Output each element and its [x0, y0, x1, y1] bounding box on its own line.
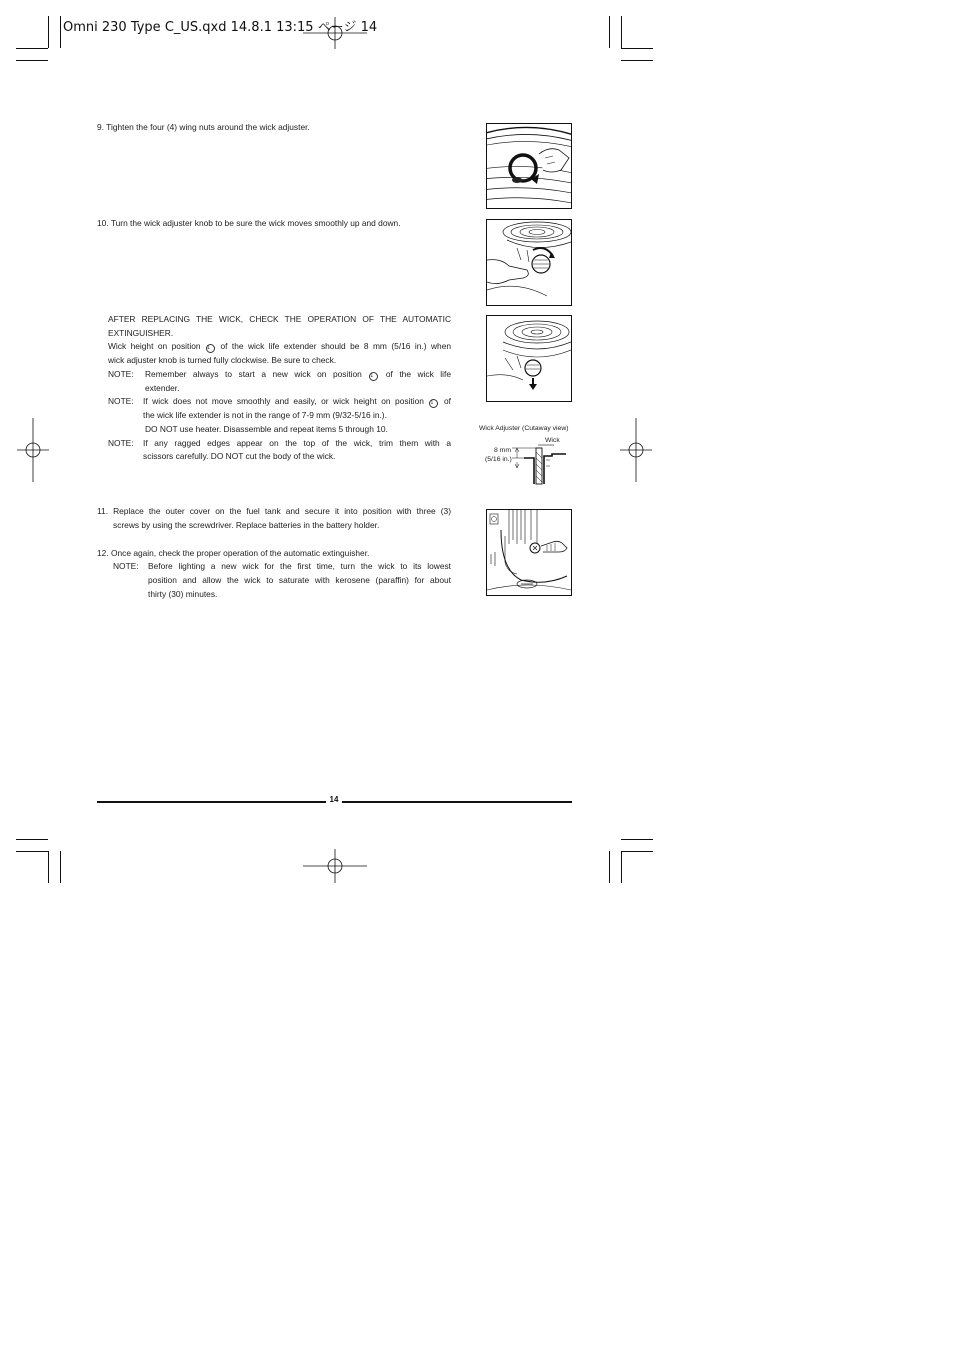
- note-1-line-1: Remember always to start a new wick on position 1 of the wick life: [145, 369, 451, 379]
- note-1-line-2: extender.: [145, 383, 180, 393]
- note-label: NOTE:: [113, 561, 139, 571]
- outer-cover-illustration: [486, 509, 572, 596]
- step-12-text: 12. Once again, check the proper operation of the automatic extinguisher.: [97, 548, 370, 558]
- step-11-line-2: screws by using the screwdriver. Replace batteries in the battery holder.: [113, 520, 380, 530]
- registration-mark-icon: [620, 418, 652, 482]
- note-4-line-2: position and allow the wick to saturate with kerosene (paraffin) for about: [148, 575, 451, 585]
- caution-line-3: Wick height on position 1 of the wick life extender should be 8 mm (5/16 in.) when: [108, 341, 452, 351]
- note-3-line-2: scissors carefully. DO NOT cut the body of the wick.: [143, 451, 336, 461]
- note-label: NOTE:: [108, 438, 134, 448]
- note-2-line-3: DO NOT use heater. Disassemble and repeat items 5 through 10.: [145, 424, 388, 434]
- note-label: NOTE:: [108, 396, 134, 406]
- file-label: Omni 230 Type C_US.qxd 14.8.1 13:15 ページ 14: [63, 20, 378, 35]
- page-number: 14: [329, 795, 339, 804]
- height-in-label: (5/16 in.): [485, 456, 512, 463]
- caution-line-2: EXTINGUISHER.: [108, 328, 174, 338]
- adjuster-knob-illustration: [486, 219, 572, 306]
- caution-line-1: AFTER REPLACING THE WICK, CHECK THE OPERATION OF THE AUTOMATIC: [108, 314, 451, 324]
- wing-nut-illustration: [486, 123, 572, 209]
- step-11-line-1: 11. Replace the outer cover on the fuel tank and secure it into position with three (3): [97, 506, 451, 516]
- registration-mark-icon: [303, 849, 367, 883]
- wick-cutaway-diagram: [510, 436, 570, 486]
- position-1-circle: 1: [369, 372, 378, 381]
- note-2-line-1: If wick does not move smoothly and easily, or wick height on position 1 of: [143, 396, 451, 406]
- position-1-circle: 1: [206, 344, 215, 353]
- footer-rule-right: [342, 801, 572, 803]
- note-label: NOTE:: [108, 369, 134, 379]
- footer-rule-left: [97, 801, 326, 803]
- caution-line-4: wick adjuster knob is turned fully clockwise. Be sure to check.: [108, 355, 337, 365]
- note-4-line-1: Before lighting a new wick for the first time, turn the wick to its lowest: [148, 561, 451, 571]
- height-mm-label: 8 mm: [494, 447, 511, 454]
- step-10-text: 10. Turn the wick adjuster knob to be sure the wick moves smoothly up and down.: [97, 218, 401, 228]
- note-4-line-3: thirty (30) minutes.: [148, 589, 218, 599]
- step-9-text: 9. Tighten the four (4) wing nuts around the wick adjuster.: [97, 122, 310, 132]
- wick-label: Wick: [545, 437, 560, 444]
- note-3-line-1: If any ragged edges appear on the top of the wick, trim them with a: [143, 438, 451, 448]
- extinguisher-check-illustration: [486, 315, 572, 402]
- note-2-line-2: the wick life extender is not in the range of 7-9 mm (9/32-5/16 in.).: [143, 410, 387, 420]
- registration-mark-icon: [17, 418, 49, 482]
- diagram-title: Wick Adjuster (Cutaway view): [479, 425, 569, 432]
- position-1-circle: 1: [429, 399, 438, 408]
